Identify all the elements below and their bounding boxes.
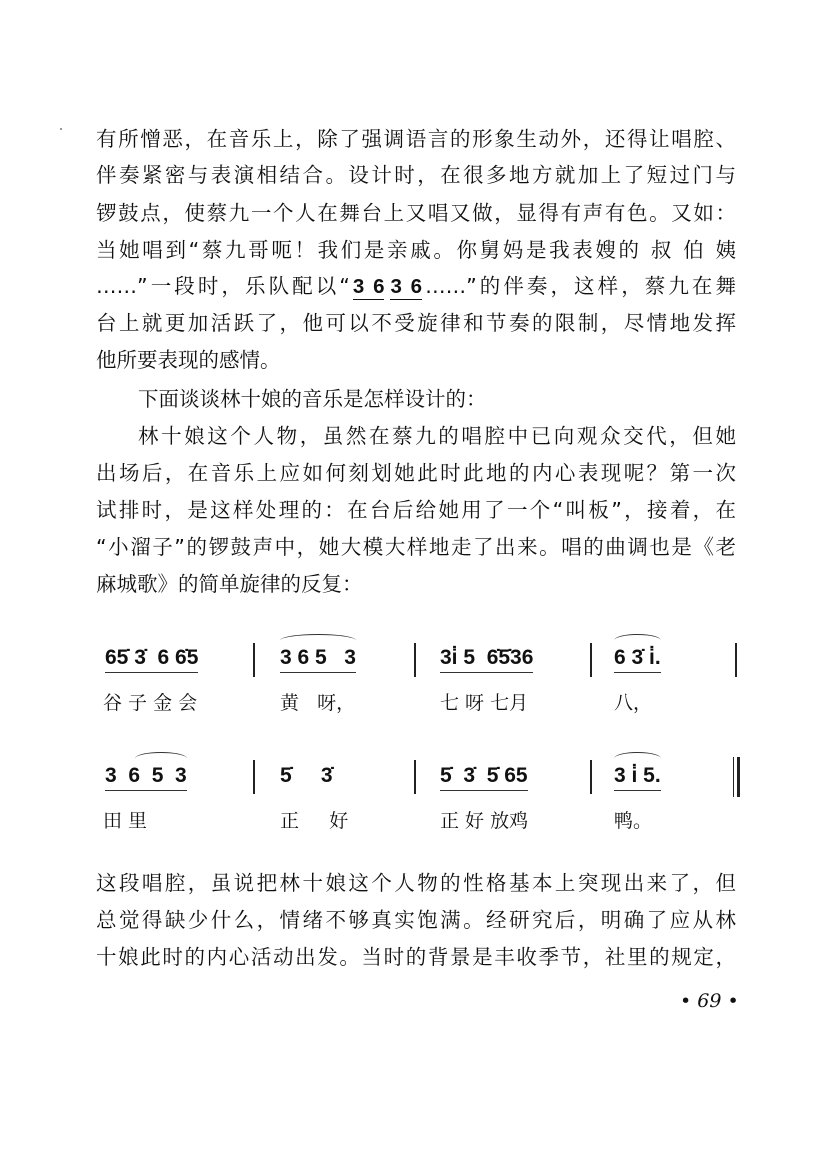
text-line: 林十娘这个人物，虽然在蔡九的唱腔中已向观众交代，但她 (138, 424, 736, 448)
text-line: 这段唱腔，虽说把林十娘这个人物的性格基本上突现出来了，但 (96, 871, 736, 895)
lyrics: 七 呀 七月 (440, 692, 529, 714)
measure-notes: 3 6 5 3 (280, 646, 356, 673)
text-line (96, 273, 736, 300)
text-line: 他所要表现的感情。 (96, 348, 281, 372)
bar-line (414, 643, 416, 677)
bar-line (590, 760, 592, 794)
measure-notes: 3i̇ 5 6̇5̇36 (440, 646, 533, 673)
lyrics: 八， (614, 692, 653, 714)
measure-notes: 5̇ 3̇ (280, 764, 333, 787)
text-line: 台上就更加活跃了，他可以不受旋律和节奏的限制，尽情地发挥 (96, 311, 736, 335)
text-line: “小溜子”的锣鼓声中，她大模大样地走了出来。唱的曲调也是《老 (96, 535, 736, 559)
notation-inline: 3 6 (352, 275, 385, 298)
text-line: 当她唱到“蔡九哥呃！我们是亲戚。你舅妈是我表嫂的 叔 伯 姨 (96, 238, 736, 262)
measure-notes: 5̇ 3̇ 5̇ 65 (440, 764, 528, 791)
text-line: 总觉得缺少什么，情绪不够真实饱满。经研究后，明确了应从林 (96, 908, 736, 932)
lyrics: 鸭。 (614, 810, 653, 832)
lyrics: 谷 子 金 会 (103, 692, 198, 714)
notation-inline: 3 6 (390, 275, 423, 298)
text-segment: ……”一段时，乐队配以“ (96, 274, 350, 298)
text-line: 十娘此时的内心活动出发。当时的背景是丰收季节，社里的规定， (96, 945, 736, 969)
measure-notes: 3 6 5 3 (105, 764, 187, 791)
text-line: 有所憎恶，在音乐上，除了强调语言的形象生动外，还得让唱腔、 (96, 127, 736, 151)
text-segment: ……”的伴奏，这样，蔡九在舞 (425, 274, 736, 298)
text-line: 试排时，是这样处理的：在台后给她用了一个“叫板”，接着，在 (96, 498, 736, 522)
page-number: • 69 • (680, 990, 739, 1012)
bar-line (735, 643, 737, 677)
bar-line (590, 643, 592, 677)
bar-line (253, 760, 255, 794)
bar-line (414, 760, 416, 794)
measure-notes: 6 3̇ i̇. (614, 646, 661, 673)
paragraph-2: 下面谈谈林十娘的音乐是怎样设计的： (138, 387, 487, 411)
final-bar-line (737, 757, 740, 797)
lyrics: 黄 呀， (280, 692, 356, 714)
bar-line (253, 643, 255, 677)
text-line: 伴奏紧密与表演相结合。设计时，在很多地方就加上了短过门与 (96, 163, 736, 187)
measure-notes: 3 i̇ 5. (614, 764, 661, 791)
final-bar-line (733, 757, 734, 797)
scan-speck (60, 128, 62, 130)
text-line: 锣鼓点，使蔡九一个人在舞台上又唱又做，显得有声有色。又如： (96, 201, 736, 225)
text-line: 出场后，在音乐上应如何刻划她此时此地的内心表现呢？第一次 (96, 461, 736, 485)
measure-notes: 65̇ 3̇ 6 6̇5 (105, 646, 198, 673)
text-line: 麻城歌》的简单旋律的反复： (96, 572, 363, 596)
lyrics: 田 里 (103, 810, 148, 832)
lyrics: 正 好 (280, 810, 349, 832)
lyrics: 正 好 放鸡 (440, 810, 529, 832)
